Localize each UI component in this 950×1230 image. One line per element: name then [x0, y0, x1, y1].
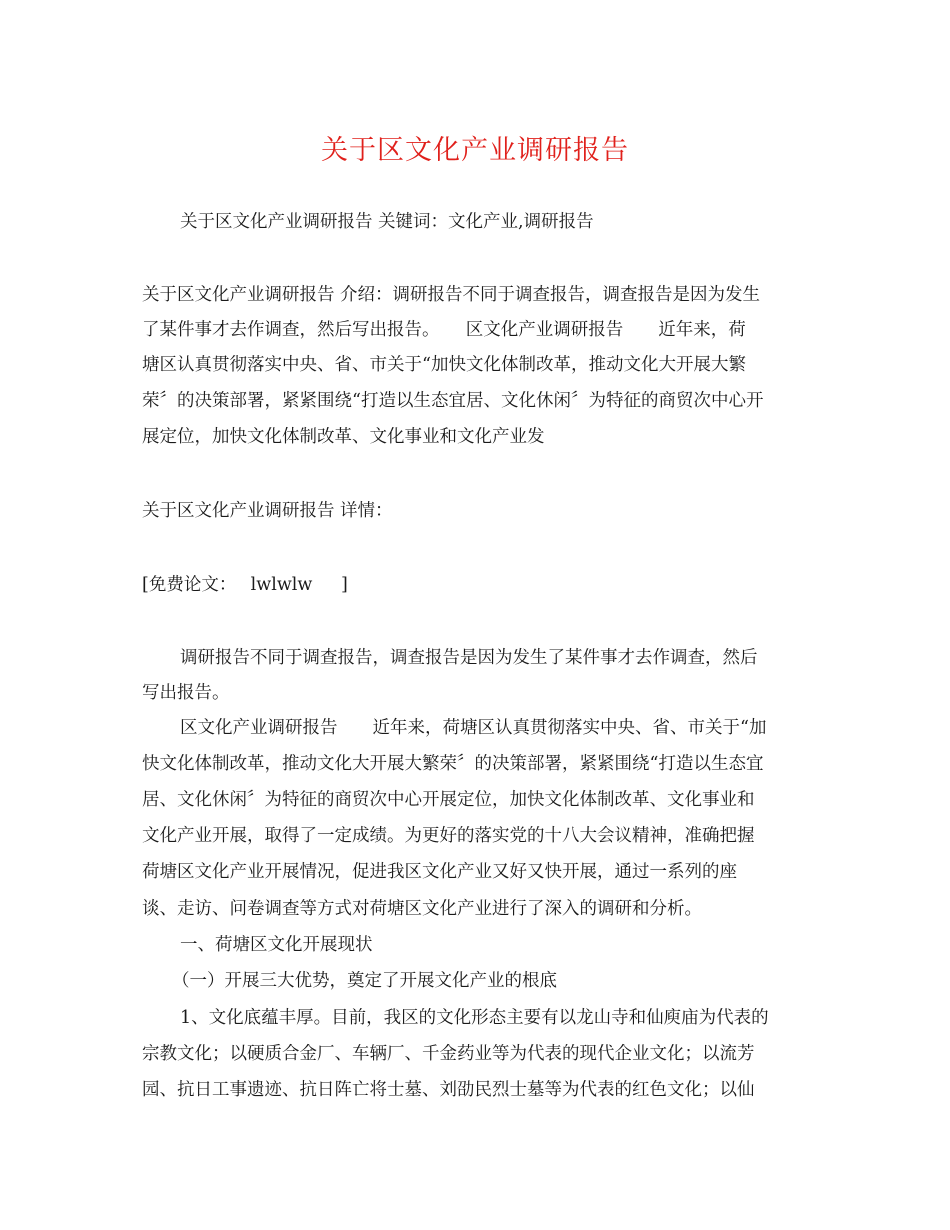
intro-line: 塘区认真贯彻落实中央、省、市关于“加快文化体制改革，推动文化大开展大繁 [142, 355, 746, 375]
body-paragraph-line: 园、抗日工事遗迹、抗日阵亡将士墓、刘劭民烈士墓等为代表的红色文化；以仙 [142, 1080, 755, 1100]
body-paragraph-line: 写出报告。 [142, 683, 230, 703]
details-label: 关于区文化产业调研报告 详情： [142, 501, 393, 521]
free-paper-line: [免费论文： lwlwlw ] [142, 575, 348, 595]
body-paragraph-line: 荷塘区文化产业开展情况，促进我区文化产业又好又快开展，通过一系列的座 [142, 862, 737, 882]
body-paragraph-line: 区文化产业调研报告 近年来，荷塘区认真贯彻落实中央、省、市关于“加 [180, 718, 767, 738]
body-paragraph-line: 文化产业开展，取得了一定成绩。为更好的落实党的十八大会议精神，准确把握 [142, 826, 755, 846]
document-title: 关于区文化产业调研报告 [321, 135, 629, 166]
intro-line: 荣〞的决策部署，紧紧围绕“打造以生态宜居、文化休闲〞为特征的商贸次中心开 [142, 391, 764, 411]
intro-line: 关于区文化产业调研报告 介绍：调研报告不同于调查报告，调查报告是因为发生 [142, 285, 761, 305]
body-paragraph-line: 1、文化底蕴丰厚。目前，我区的文化形态主要有以龙山寺和仙庾庙为代表的 [180, 1008, 769, 1028]
subsection-heading: （一）开展三大优势，奠定了开展文化产业的根底 [172, 971, 557, 991]
intro-line: 展定位，加快文化体制改革、文化事业和文化产业发 [142, 427, 545, 447]
body-paragraph-line: 谈、走访、问卷调查等方式对荷塘区文化产业进行了深入的调研和分析。 [142, 899, 702, 919]
body-paragraph-line: 宗教文化；以硬质合金厂、车辆厂、千金药业等为代表的现代企业文化；以流芳 [142, 1044, 755, 1064]
section-heading: 一、荷塘区文化开展现状 [180, 935, 373, 955]
body-paragraph-line: 居、文化休闲〞为特征的商贸次中心开展定位，加快文化体制改革、文化事业和 [142, 790, 755, 810]
intro-line: 了某件事才去作调查，然后写出报告。 区文化产业调研报告 近年来，荷 [142, 320, 746, 340]
body-paragraph-line: 快文化体制改革，推动文化大开展大繁荣〞的决策部署，紧紧围绕“打造以生态宜 [142, 754, 764, 774]
keywords-line: 关于区文化产业调研报告 关键词：文化产业,调研报告 [180, 212, 594, 232]
body-paragraph-line: 调研报告不同于调查报告，调查报告是因为发生了某件事才去作调查，然后 [180, 648, 758, 668]
